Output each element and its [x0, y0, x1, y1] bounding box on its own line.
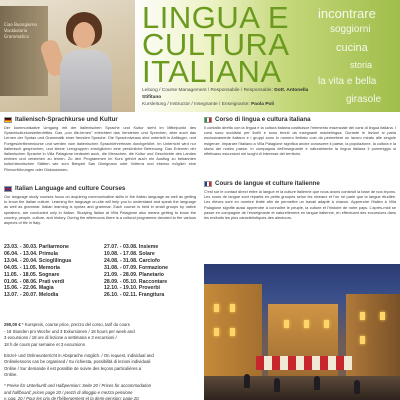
- window-light: [360, 312, 365, 320]
- pedestrian: [244, 374, 250, 388]
- date-item: 24.08. - 31.08. Carciofo: [104, 257, 160, 264]
- cafe-awning: [256, 356, 352, 370]
- date-item: 31.08. - 07.09. Formazione: [104, 264, 169, 271]
- pedestrian: [274, 378, 280, 392]
- date-item: 04.05. - 11.05. Memoria: [4, 264, 60, 271]
- staff-role-2: Kursleitung / Instructor / Insegnante / Enseignante:: [142, 102, 250, 107]
- section-fr-title: Cours de langue et culture italienne: [215, 180, 320, 187]
- price-notes: [4, 383, 196, 400]
- price-amount: 290,00 €: [4, 322, 21, 327]
- french-flag-icon: [204, 181, 212, 187]
- page-title: [142, 0, 290, 89]
- date-item: 10.08. - 17.08. Solare: [104, 250, 155, 257]
- date-item: 13.07. - 20.07. Melodia: [4, 292, 59, 299]
- window-light: [380, 312, 385, 320]
- date-item: 28.09. - 05.10. Raccontare: [104, 278, 168, 285]
- price-note: * Preise für Unterkunft und Halbpension: Seite 20 / Prices for accommodation: [4, 383, 152, 388]
- price-line: Onlinelessons can be organised / Su richiesta, possibilità di lezioni individuali: [4, 359, 151, 364]
- price-line: Online.: [4, 372, 18, 377]
- word-3: cucina: [336, 42, 368, 54]
- price-line: - 18 Stunden pro Woche und 3 Exkursionen / 18 hours per week and: [4, 328, 135, 334]
- section-de-body: Der kommunikative Umgang mit der italienischen Sprache und Kultur steht im Mittelpunkt des Sprachkulturkursleiterdrittes. Das „con die-lernen" erleichtert das Verstehen und Sprechen, aber auch das Lernen der Syntax und Grammatik einer fremden Sprache. Die Sprachniveaus sind unterteilt in Anfänger- und Fortgeschrittenenkurse und werden vom italienischen Sprachlehrerteam durchgeführt. Im Unterricht wird nur Italienisch gesprochen, und kleine Lerngruppen ermöglichen eine persönliche Betreuung. Das Erlernen der italienischen Sprache in Villa Palagione bedeutet auch, die Menschen, die Kultur und Geschichte des Landes erleben und verstehen zu lernen. Zu den Programmen im Kurs gehört auch ein Ausflug zu bekannten kulturhistorischen Stätten wie zum Beispiel San Gimignano oder Volterra und ebenso möglich eine Filmvorführungen oder Diskussionen.: [4, 125, 196, 172]
- dates-left-list: [4, 244, 96, 299]
- date-item: 26.10. - 02.11. Frangitura: [104, 292, 165, 299]
- italian-flag-icon: [204, 117, 212, 123]
- section-it-body: Il contatto diretto con la lingua e la cultura italiana costituisce l'elemento essenziale dei corsi di lingua italiana. I corsi sono suddivisi per livelli e sono tenuti da insegnanti madrelingua. Durante le lezioni si parla esclusivamente italiano e i gruppi sono in numero limitato così da permettere un lavoro mirato alle singole esigenze. Imparare l'italiano a Villa Palagione significa anche conoscere il paese, la popolazione, la cultura e la storia del nostro paese. In compagnia dell'insegnante e naturalmente la lingua italiana il pomeriggio si effettuano escursioni nei luoghi di interesse del territorio.: [204, 125, 396, 157]
- window-light: [230, 328, 235, 336]
- teacher-photo: [0, 0, 135, 112]
- price-note: v. pag. 20 / Pour les prix de l'hébergement et la demi-pension: page 20.: [4, 396, 140, 400]
- word-5: la vita e bella: [318, 76, 377, 87]
- date-item: 11.05. - 18.05. Sognare: [4, 271, 60, 278]
- left-column: [4, 116, 196, 239]
- window-light: [360, 336, 365, 344]
- title-line-3: ITALIANA: [142, 54, 282, 89]
- title-line-1: LINGUA E: [142, 0, 289, 35]
- teacher-face: [73, 22, 95, 48]
- pedestrian: [314, 376, 320, 390]
- course-dates: [4, 244, 196, 299]
- uk-flag-icon: [4, 186, 12, 192]
- section-fr-heading: [204, 180, 396, 187]
- date-item: 12.10. - 19.10. Proverbi: [104, 285, 160, 292]
- date-item: 15.06. - 22.06. Magia: [4, 285, 54, 292]
- word-6: girasole: [346, 94, 382, 105]
- date-item: 06.04. - 13.04. Primula: [4, 250, 58, 257]
- section-fr-body: C'est sur le contact direct entre la langue et la culture italienne que nous avons construit la base de nos leçons. Les cours de langue sont répartis en petits groupes selon les niveaux et l'on ne parle que la langue étudiée. Les élèves sont en nombre limité afin de permettre un travail adapté à chacun. Apprendre l'italien à Villa Palagione signifie aussi apprendre à connaître le peuple, la culture et l'histoire de notre pays. L'après-midi se passe en compagnie de l'enseignante et naturellement en langue italienne, en effectuant des excursions dans les endroits les plus caractéristiques des alentours.: [204, 189, 396, 221]
- price-note: and halfboard: prices page 20 / prezzi di alloggio e mezza pensione: [4, 389, 133, 395]
- dates-right-list: [104, 244, 196, 299]
- german-flag-icon: [4, 117, 12, 123]
- window-light: [284, 320, 289, 328]
- blackboard-text: Ciao Buongiorno Vocabolario Grammatica: [4, 22, 37, 39]
- window-light: [214, 304, 219, 312]
- date-item: 01.06. - 08.06. Prati verdi: [4, 278, 65, 285]
- window-light: [324, 320, 329, 328]
- date-item: 23.03. - 30.03. Parliarmone: [4, 244, 69, 250]
- staff-name-1: Dott. Antonella Stifitano: [142, 88, 309, 100]
- piazza-ground: [204, 376, 400, 400]
- word-2: soggiorni: [330, 24, 371, 35]
- right-column: [204, 116, 396, 266]
- spacer: [4, 348, 196, 352]
- teacher-body: [60, 50, 112, 112]
- date-item: 27.07. - 03.08. Insieme: [104, 244, 159, 250]
- price-line: Online / Sur demande il est possible de suivre des leçons particulières a: [4, 365, 142, 371]
- window-light: [230, 304, 235, 312]
- header-banner: [0, 0, 400, 112]
- staff-role-1: Leitung / Course Management / Responsabile / Responsable:: [142, 88, 273, 93]
- window-light: [304, 320, 309, 328]
- section-en-heading: [4, 185, 196, 192]
- course-staff: [142, 87, 322, 108]
- price-line: 18 h de cours par semaine et 3 excursions: [4, 341, 85, 347]
- date-item: 21.09. - 28.09. Planetario: [104, 271, 164, 278]
- town-square-photo: [204, 264, 400, 400]
- title-line-2: CULTURA: [142, 27, 290, 62]
- price-line: 3 excursions / 18 ore di lezione a settimana e 3 escursioni /: [4, 335, 117, 340]
- pedestrian: [354, 380, 360, 394]
- word-1: incontrare: [318, 6, 376, 21]
- price-info: [4, 322, 196, 400]
- price-label: * Kurspreis, course price, prezzo del corso, tarif du cours: [20, 322, 130, 327]
- section-de-heading: [4, 116, 196, 123]
- section-en-title: Italian Language and culture Courses: [15, 185, 126, 192]
- section-en-body: Our language study courses focus on acquiring communicative skills in the Italian language as well as getting to know the Italian culture. Learning the language on-site will help you to understand and speak the language as well as grammar. Italian learning is syntax and grammar. Each course is held in small groups by native speakers, are conducted only in Italian. Studying Italian at Villa Palagione also means getting to know the country, people, culture, and history. During the afternoons there is a cultural programme devoted to the various aspects of life in Italy.: [4, 194, 196, 226]
- section-de-title: Italienisch-Sprachkurse und Kultur: [15, 116, 118, 123]
- spacer: [4, 379, 196, 383]
- section-it-title: Corso di lingua e cultura italiana: [215, 116, 311, 123]
- section-it-heading: [204, 116, 396, 123]
- word-4: storia: [350, 60, 373, 70]
- staff-name-2: Paola Poli: [251, 102, 275, 107]
- date-item: 13.04. - 20.04. Scioglilingua: [4, 257, 72, 264]
- price-line: Einzel- und Onlineunterricht in Absprache möglich. / On request, individual and: [4, 352, 154, 358]
- window-light: [214, 328, 219, 336]
